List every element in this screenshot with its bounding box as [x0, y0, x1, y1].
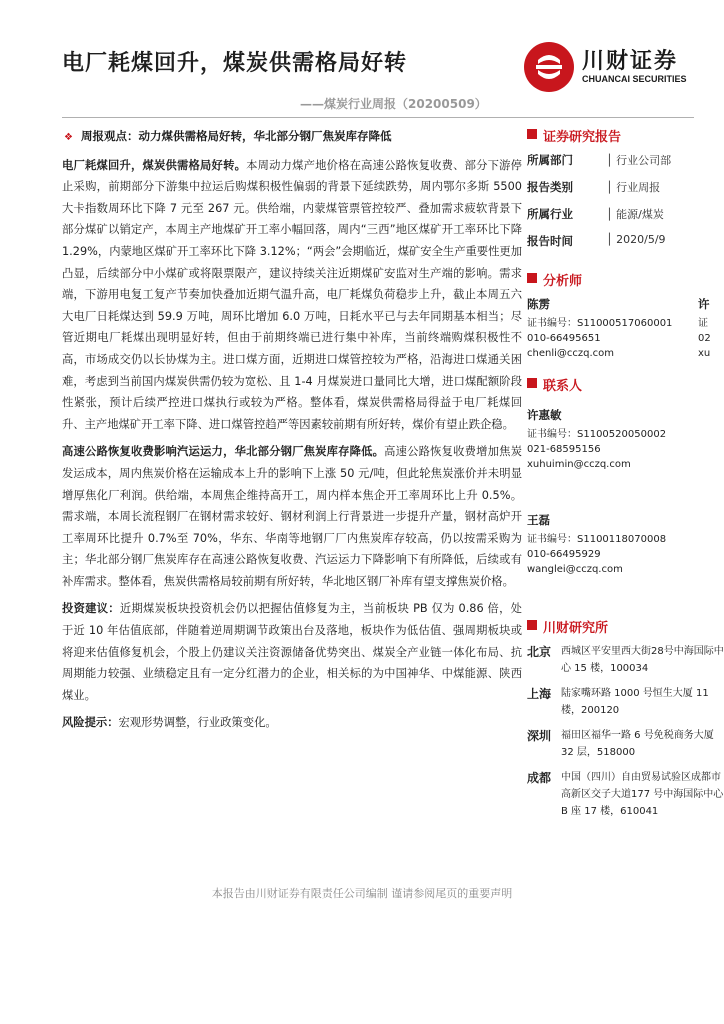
paragraph-coal: 电厂耗煤回升，煤炭供需格局好转。本周动力煤产地价格在高速公路恢复收费、部分下游停止采购，前期部分下游集中拉运后购煤积极性偏弱的背景下延续跌势，周内鄂尔多斯 5500 大卡指数周环比下降 7 元至 267 元。供给端，内蒙煤管票管控较严、叠加需求疲软背景下部分煤矿以销定产，本周主产地煤矿开工率小幅回落，周内“三西”地区煤矿开工率环比下降 1.29%，内蒙地区煤矿开工率环比下降 3.12%；“两会”会期临近，煤矿安全生产重要性更加凸显，后续部分中小煤矿或将限票限产，建议持续关注近期煤矿安监对生产端的影响。需求端，下游用电复工复产节奏加快叠加近期气温升高，电厂耗煤负荷稳步上升，截止本周五六大电厂日耗煤达到 59.9 万吨，周环比增加 6.0 万吨，日耗水平已与去年同期基本相当；尽管近期电厂耗煤出现明显好转，但由于前期终端已进行集中补库，当前终端购煤积极性不高，市场成交仍以长协煤为主。进口煤方面，近期进口煤管控较为严格，沿海进口煤通关困难，考虑到当前国内煤炭供需仍较为宽松、且 1-4 月煤炭进口量同比大增，进口煤配额阶段性紧张，预计后续严控进口煤执行或较为严格。整体看，煤炭供需格局得益于电厂耗煤回升、主产地煤矿开工率下降、进口煤管控趋严等因素较前期有所好转，煤价有望止跌企稳。 [62, 158, 522, 431]
contact-heading: 联系人 [527, 375, 724, 393]
square-bullet-icon [527, 129, 537, 139]
main-content [62, 126, 522, 740]
page-title: 电厂耗煤回升，煤炭供需格局好转 [62, 51, 408, 76]
info-row: 所属部门 │ 行业公司部 [527, 153, 672, 167]
paragraph-investment: 投资建议：近期煤炭板块投资机会仍以把握估值修复为主，当前板块 PB 仅为 0.86 倍，处于近 10 年估值底部，伴随着逆周期调节政策出台及落地，板块作为低估值、强周期板块或将迎来估值修复机会，个股上仍建议关注资源储备优势突出、煤炭全产业链一体化布局、抗周期能力较强、业绩稳定且有一定分红潜力的企业，相关标的为中国神华、中煤能源、陕西煤业。 [62, 602, 522, 702]
logo-mark-icon [524, 42, 574, 92]
institute-heading: 川财研究所 [527, 617, 724, 635]
contact-card: 许惠敏 证书编号：S1100520050002 021-68595156 xuhuimin@cczq.com [527, 408, 667, 470]
paragraph-coke: 高速公路恢复收费影响汽运运力，华北部分钢厂焦炭库存降低。高速公路恢复收费增加焦炭发运成本，周内焦炭价格在运输成本上升的影响下上涨 50 元/吨，但此轮焦炭涨价并未明显增厚焦化厂利润。供给端，本周焦企维持高开工，周内样本焦企开工率周环比上升 0.5%。需求端，本周长流程钢厂在钢材需求较好、钢材利润上行背景进一步提升产量，钢材高炉开工率周环比提升 0.7%至 70%，华东、华南等地钢厂厂内焦炭库存较高，仍以按需采购为主；华北部分钢厂焦炭库存在高速公路恢复收费、汽运运力下降影响下有所降低，后续或有补库需求。整体看，焦炭供需格局较前期有所好转，华北地区钢厂补库有望支撑焦炭价格。 [62, 445, 522, 588]
paragraph-risk: 风险提示：宏观形势调整，行业政策变化。 [62, 716, 277, 730]
page-footer: 本报告由川财证券有限责任公司编制 谨请参阅尾页的重要声明 [211, 887, 513, 900]
diamond-bullet-icon: ❖ [64, 132, 73, 143]
company-logo [524, 42, 694, 92]
info-row: 报告类别 │ 行业周报 [527, 180, 661, 194]
report-info-heading: 证券研究报告 [527, 126, 724, 144]
page-subtitle: ——煤炭行业周报（20200509） [300, 97, 487, 111]
analyst-heading: 分析师 [527, 270, 724, 288]
analyst-second-column: 许 证 02 xu [698, 297, 711, 359]
address-item: 成都 中国（四川）自由贸易试验区成都市高新区交子大道177 号中海国际中心 B 座 17 楼，610041 [527, 771, 724, 817]
address-item: 深圳 福田区福华一路 6 号免税商务大厦 32 层，518000 [527, 729, 714, 758]
analyst-card: 陈雳 证书编号：S1100051706000​1 010-66495651 chenli@cczq.com 许 证 02 xu [527, 297, 711, 359]
square-bullet-icon [527, 378, 537, 388]
contact-card: 王磊 证书编号：S1100118070008 010-66495929 wanglei@cczq.com [527, 513, 667, 575]
logo-text-cn: 川财证券 [582, 49, 679, 74]
logo-text-en: CHUANCAI SECURITIES [582, 74, 687, 84]
address-item: 上海 陆家嘴环路 1000 号恒生大厦 11 楼，200120 [527, 687, 709, 716]
section-heading: ❖ 周报观点：动力煤供需格局好转，华北部分钢厂焦炭库存降低 [64, 129, 392, 143]
address-item: 北京 西城区平安里西大街28号中海国际中心 15 楼，100034 [527, 645, 724, 674]
info-row: 报告时间 │ 2020/5/9 [527, 233, 666, 248]
square-bullet-icon [527, 620, 537, 630]
header-divider [62, 117, 694, 118]
square-bullet-icon [527, 273, 537, 283]
sidebar [527, 126, 724, 828]
info-row: 所属行业 │ 能源/煤炭 [527, 207, 664, 221]
